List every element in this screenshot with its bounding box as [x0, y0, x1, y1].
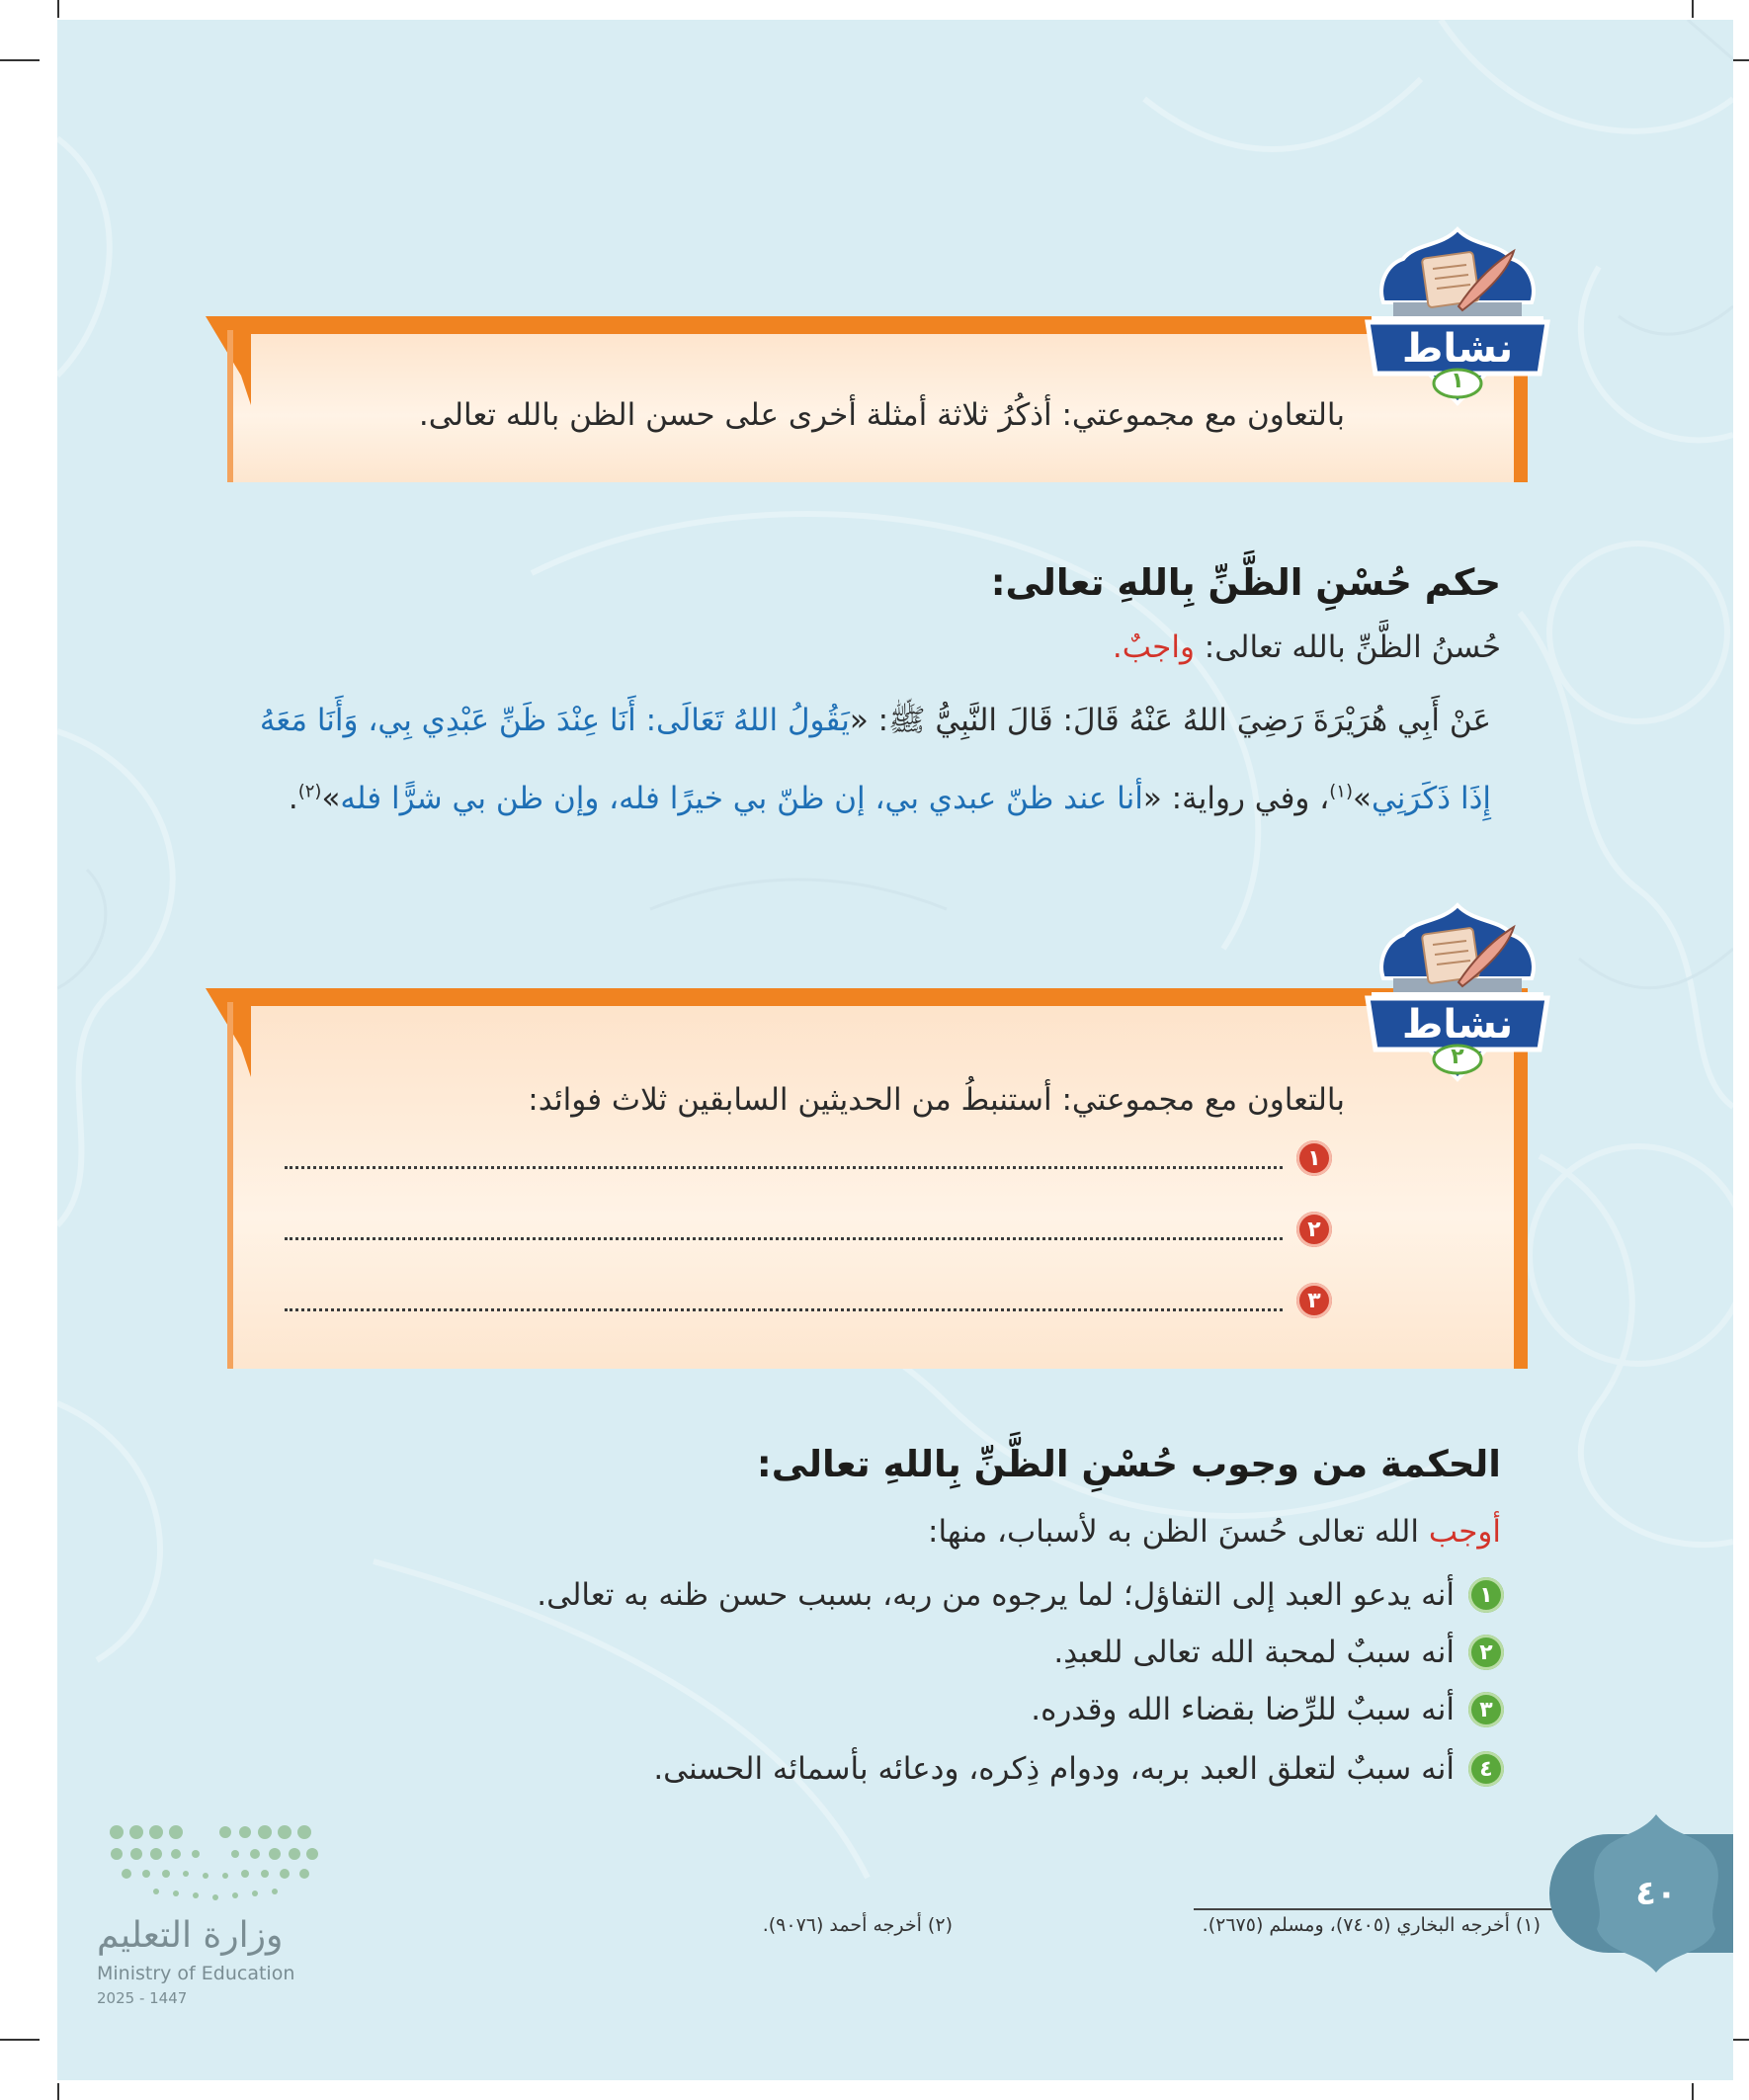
hadith-text-b: إِذَا ذَكَرَنِي — [1371, 781, 1491, 816]
hadith-line-2 — [289, 781, 1491, 816]
activity-2-text: بالتعاون مع مجموعتي: أستنبطُ من الحديثين السابقين ثلاث فوائد: — [528, 1082, 1345, 1118]
ministry-logo-dots-icon — [97, 1818, 324, 1917]
activity-2-badge-label: نشاط — [1401, 1002, 1514, 1048]
activity-1-badge-number: ١ — [1451, 369, 1464, 393]
activity-top-bar — [217, 316, 1528, 334]
intro-rest: الله تعالى حُسنَ الظن به لأسباب، منها: — [928, 1514, 1429, 1550]
period: . — [288, 781, 298, 816]
textbook-page — [57, 20, 1733, 2080]
section-1-heading: حكم حُسْنِ الظَّنِّ بِاللهِ تعالى: — [990, 561, 1501, 604]
activity-box-2 — [227, 988, 1528, 1369]
answer-line-3[interactable] — [285, 1279, 1332, 1322]
section-2-heading: الحكمة من وجوب حُسْنِ الظَّنِّ بِاللهِ تعالى: — [756, 1443, 1501, 1485]
footnote-rule — [1194, 1908, 1569, 1910]
crop-mark — [1692, 2083, 1694, 2100]
crop-mark — [0, 2039, 40, 2041]
number-circle-icon: ٣ — [1296, 1283, 1332, 1318]
number-circle-icon: ١ — [1468, 1577, 1504, 1613]
reason-item-4 — [653, 1751, 1504, 1787]
ruling-line — [1113, 630, 1501, 665]
ruling-value: واجبٌ. — [1112, 630, 1195, 665]
activity-1-badge-label: نشاط — [1401, 326, 1514, 372]
reason-item-3 — [1031, 1692, 1504, 1727]
answer-line-2[interactable] — [285, 1208, 1332, 1251]
intro-red-word: أوجب — [1428, 1514, 1501, 1550]
answer-line-1[interactable] — [285, 1136, 1332, 1180]
number-circle-icon: ٢ — [1296, 1212, 1332, 1247]
footnote-2: (٢) أخرجه أحمد (٩٠٧٦). — [762, 1914, 953, 1936]
activity-1-text: بالتعاون مع مجموعتي: أذكُرُ ثلاثة أمثلة أخرى على حسن الظن بالله تعالى. — [418, 397, 1345, 433]
crop-mark — [57, 0, 59, 18]
quote-close: » — [1353, 781, 1372, 816]
reason-item-2 — [1053, 1635, 1504, 1670]
dotted-answer-line — [285, 1218, 1283, 1240]
reason-text: أنه يدعو العبد إلى التفاؤل؛ لما يرجوه من ربه، بسبب حسن ظنه به تعالى. — [537, 1577, 1455, 1613]
reason-text: أنه سببٌ لتعلق العبد بربه، ودوام ذِكره، ودعائه بأسمائه الحسنى. — [653, 1751, 1455, 1787]
activity-2-badge-number: ٢ — [1451, 1045, 1464, 1069]
footnote-marker-1: (١) — [1329, 781, 1353, 802]
crop-mark — [1692, 0, 1694, 18]
edition-year: 2025 - 1447 — [97, 1989, 188, 2007]
riwaya-text: أنا عند ظنّ عبدي بي، إن ظنّ بي خيرًا فله، وإن ظن بي شرًّا فله — [340, 781, 1143, 816]
dotted-answer-line — [285, 1290, 1283, 1311]
reason-text: أنه سببٌ للرِّضا بقضاء الله وقدره. — [1031, 1692, 1455, 1727]
number-circle-icon: ٣ — [1468, 1692, 1504, 1727]
activity-box-1 — [227, 316, 1528, 482]
activity-left-edge — [227, 330, 233, 482]
number-circle-icon: ١ — [1296, 1140, 1332, 1176]
number-circle-icon: ٤ — [1468, 1751, 1504, 1787]
section-2-intro — [928, 1514, 1501, 1550]
crop-mark — [0, 59, 40, 61]
footnote-marker-2: (٢) — [297, 781, 322, 802]
ruling-prefix: حُسنُ الظَّنِّ بالله تعالى: — [1194, 630, 1501, 665]
riwaya-intro: ، وفي رواية: « — [1142, 781, 1330, 816]
activity-left-edge — [227, 1002, 233, 1369]
crop-mark — [57, 2083, 59, 2100]
activity-top-bar — [217, 988, 1528, 1006]
reason-item-1 — [537, 1577, 1504, 1613]
dotted-answer-line — [285, 1147, 1283, 1169]
ministry-name-english: Ministry of Education — [97, 1963, 295, 1984]
reason-text: أنه سببٌ لمحبة الله تعالى للعبدِ. — [1053, 1635, 1455, 1670]
hadith-line-1 — [260, 702, 1491, 746]
ministry-name-arabic: وزارة التعليم — [97, 1915, 284, 1956]
footnote-1: (١) أخرجه البخاري (٧٤٠٥)، ومسلم (٢٦٧٥). — [1202, 1914, 1541, 1936]
hadith-intro: عَنْ أَبِي هُرَيْرَةَ رَضِيَ اللهُ عَنْهُ قَالَ: قَالَ النَّبِيُّ ﷺ: « — [849, 703, 1491, 738]
hadith-text-a: يَقُولُ اللهُ تَعَالَى: أَنَا عِنْدَ ظَنِّ عَبْدِي بِي، وَأَنَا مَعَهُ — [259, 703, 850, 738]
quote-close: » — [321, 781, 341, 816]
number-circle-icon: ٢ — [1468, 1635, 1504, 1670]
page-number: ٤٠ — [1635, 1874, 1677, 1913]
